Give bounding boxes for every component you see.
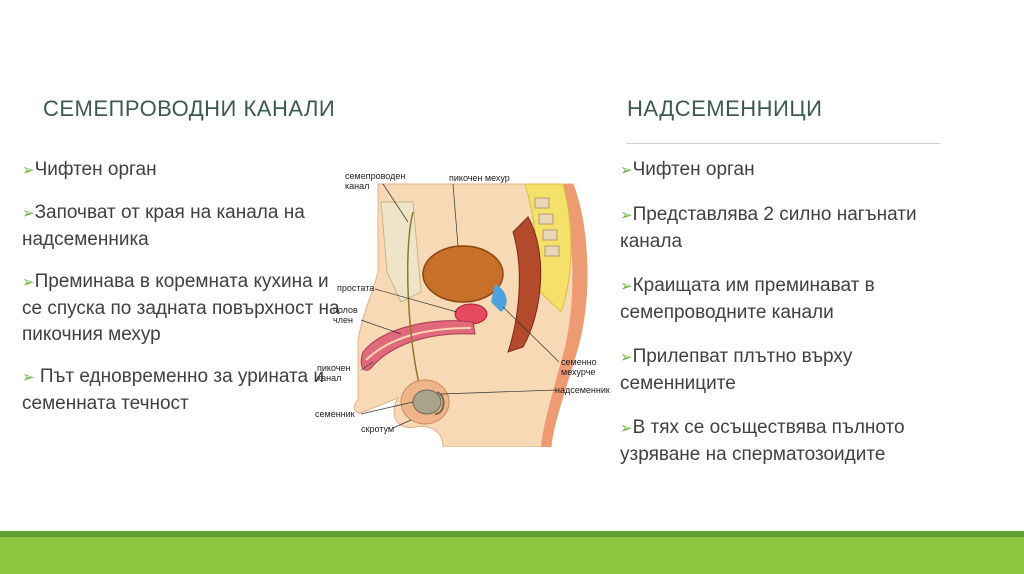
- list-item: [620, 415, 960, 468]
- label-testis: семенник: [315, 409, 355, 419]
- bullet-text: Прилепват плътно върху семенниците: [620, 346, 853, 394]
- left-heading: СЕМЕПРОВОДНИ КАНАЛИ: [43, 96, 336, 121]
- arrow-bullet-icon: ➢: [620, 349, 633, 366]
- footer-bar: [0, 531, 1024, 574]
- list-item: [620, 157, 960, 184]
- arrow-bullet-icon: ➢: [22, 205, 35, 222]
- label-seminal-vesicle-line2: мехурче: [561, 367, 596, 377]
- heading-divider: [626, 143, 940, 144]
- arrow-bullet-icon: ➢: [22, 162, 35, 179]
- bullet-text: Чифтен орган: [632, 159, 755, 180]
- arrow-bullet-icon: ➢: [22, 369, 35, 386]
- label-seminal-vesicle-line1: семенно: [561, 357, 597, 367]
- vertebra: [545, 246, 559, 256]
- list-item: [22, 200, 342, 253]
- label-urethra-line2: канал: [317, 373, 342, 383]
- list-item: [22, 269, 342, 348]
- right-heading: НАДСЕМЕННИЦИ: [627, 96, 823, 121]
- label-epididymis: надсеменник: [555, 385, 610, 395]
- label-penis-line1: полов: [333, 305, 358, 315]
- bullet-text: Чифтен орган: [34, 159, 157, 180]
- bullet-text: Преминава в коремната кухина и се спуска по задната повърхност на пикочния мехур: [22, 271, 340, 345]
- label-urethra-line1: пикочен: [317, 363, 351, 373]
- arrow-bullet-icon: ➢: [620, 278, 633, 295]
- label-prostate: простата: [337, 283, 375, 293]
- vertebra: [543, 230, 557, 240]
- footer-accent-strip: [0, 531, 1024, 537]
- label-vas-deferens-line1: семепроводен: [345, 171, 406, 181]
- label-bladder: пикочен мехур: [449, 173, 510, 183]
- label-penis-line2: член: [333, 315, 353, 325]
- bullet-text: Път едновременно за урината и семенната течност: [22, 366, 324, 414]
- arrow-bullet-icon: ➢: [620, 207, 633, 224]
- list-item: [22, 364, 342, 417]
- anatomy-diagram: [303, 162, 623, 447]
- label-vas-deferens-line2: канал: [345, 181, 370, 191]
- arrow-bullet-icon: ➢: [22, 274, 35, 291]
- bullet-text: Представлява 2 силно нагънати канала: [620, 204, 917, 252]
- arrow-bullet-icon: ➢: [620, 162, 633, 179]
- list-item: [620, 344, 960, 397]
- label-scrotum: скротум: [361, 424, 395, 434]
- bullet-text: Започват от края на канала на надсеменника: [22, 202, 305, 250]
- bullet-text: Краищата им преминават в семепроводните канали: [620, 275, 875, 323]
- list-item: [620, 202, 960, 255]
- vertebra: [535, 198, 549, 208]
- testis: [413, 390, 441, 414]
- right-bullet-list: [620, 157, 960, 486]
- arrow-bullet-icon: ➢: [620, 420, 633, 437]
- vertebra: [539, 214, 553, 224]
- bladder: [423, 246, 503, 302]
- left-bullet-list: [22, 157, 342, 433]
- bullet-text: В тях се осъществява пълното узряване на сперматозоидите: [620, 417, 905, 465]
- list-item: [620, 273, 960, 326]
- list-item: [22, 157, 342, 184]
